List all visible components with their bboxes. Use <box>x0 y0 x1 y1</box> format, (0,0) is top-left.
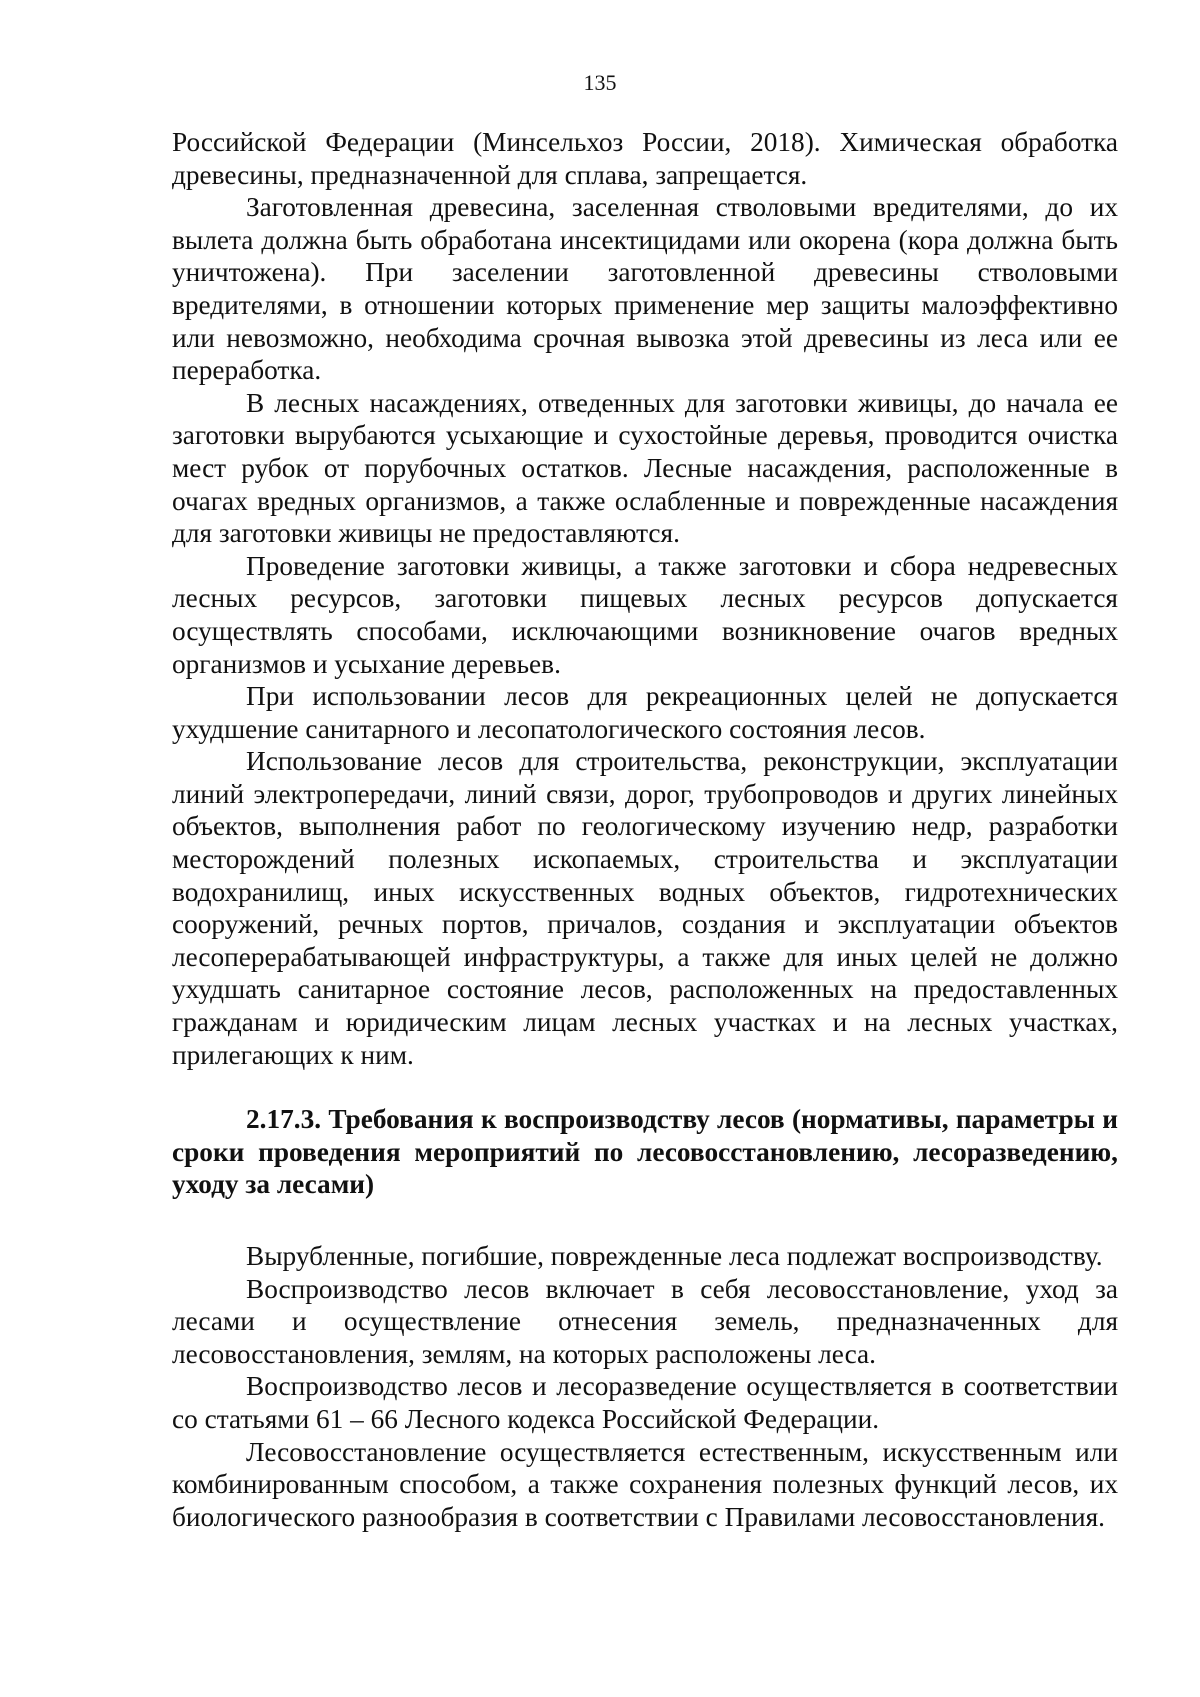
section-heading-block <box>172 1103 1118 1201</box>
paragraph: Воспроизводство лесов включает в себя лесовосстановление, уход за лесами и осуществление отнесения земель, предназначенных для лесовосстановления, землям, на которых расположены леса. <box>172 1273 1118 1369</box>
paragraph-continuation: Российской Федерации (Минсельхоз России, 2018). Химическая обработка древесины, предназначенной для сплава, запрещается. <box>172 127 1118 190</box>
paragraphs-after-heading <box>172 1240 1118 1533</box>
page-number: 135 <box>583 70 617 95</box>
paragraph: При использовании лесов для рекреационных целей не допускается ухудшение санитарного и лесопатологического состояния лесов. <box>172 681 1118 744</box>
paragraph: Проведение заготовки живицы, а также заготовки и сбора недревесных лесных ресурсов, заготовки пищевых лесных ресурсов допускается осуществлять способами, исключающими возникновение очагов вредных организмов и усыхание деревьев. <box>172 550 1118 679</box>
section-heading: 2.17.3. Требования к воспроизводству лесов (нормативы, параметры и сроки проведения мероприятий по лесовосстановлению, лесоразведению, уходу за лесами) <box>172 1104 1118 1200</box>
paragraph: Лесовосстановление осуществляется естественным, искусственным или комбинированным способом, а также сохранения полезных функций лесов, их биологического разнообразия в соответствии с Правилами лесовосстановления. <box>172 1436 1118 1532</box>
paragraph: Вырубленные, погибшие, поврежденные леса подлежат воспроизводству. <box>246 1241 1103 1271</box>
page-content <box>172 126 1118 1533</box>
paragraphs-before-heading <box>172 126 1118 1071</box>
paragraph: Использование лесов для строительства, реконструкции, эксплуатации линий электропередачи, линий связи, дорог, трубопроводов и других линейных объектов, выполнения работ по геологическому изучению недр, разработки месторождений полезных ископаемых, строительства и эксплуатации водохранилищ, иных искусственных водных объектов, гидротехнических сооружений, речных портов, причалов, создания и эксплуатации объектов лесоперерабатывающей инфраструктуры, а также для иных целей не должно ухудшать санитарное состояние лесов, расположенных на предоставленных гражданам и юридическим лицам лесных участках и на лесных участках, прилегающих к ним. <box>172 746 1118 1070</box>
paragraph: В лесных насаждениях, отведенных для заготовки живицы, до начала ее заготовки вырубаются усыхающие и сухостойные деревья, проводится очистка мест рубок от порубочных остатков. Лесные насаждения, расположенные в очагах вредных организмов, а также ослабленные и поврежденные насаждения для заготовки живицы не предоставляются. <box>172 387 1118 549</box>
paragraph: Воспроизводство лесов и лесоразведение осуществляется в соответствии со статьями 61 – 66 Лесного кодекса Российской Федерации. <box>172 1371 1118 1434</box>
paragraph: Заготовленная древесина, заселенная стволовыми вредителями, до их вылета должна быть обработана инсектицидами или окорена (кора должна быть уничтожена). При заселении заготовленной древесины стволовыми вредителями, в отношении которых применение мер защиты малоэффективно или невозможно, необходима срочная вывозка этой древесины из леса или ее переработка. <box>172 192 1118 386</box>
